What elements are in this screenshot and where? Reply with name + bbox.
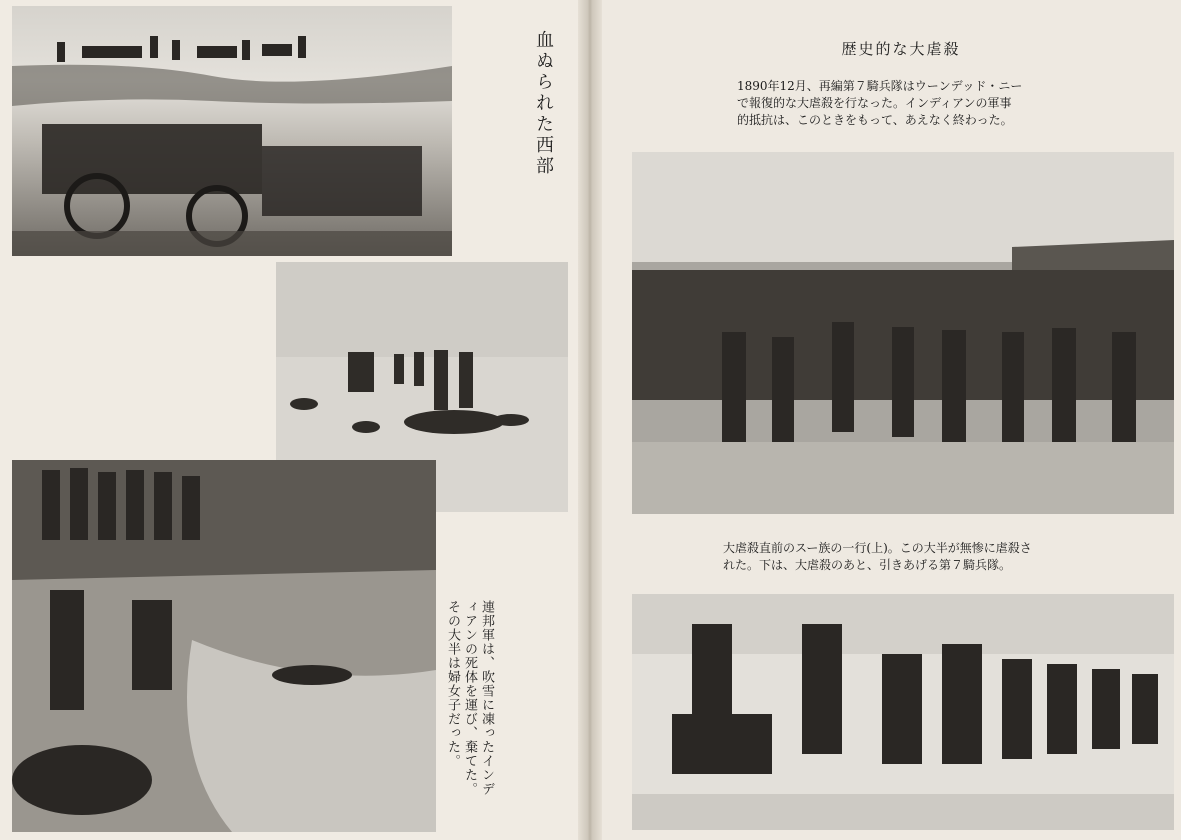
- right-photo-caption: [723, 540, 1083, 574]
- vertical-section-title: 血ぬられた西部: [533, 30, 554, 177]
- caption-line: れた。下は、大虐殺のあと、引きあげる第７騎兵隊。: [723, 558, 1012, 572]
- caption-line: その大半は婦女子だった。: [445, 600, 460, 768]
- intro-line: 1890年12月、再編第７騎兵隊はウーンデッド・ニー: [737, 79, 1023, 93]
- intro-paragraph: [737, 78, 1067, 129]
- intro-line: で報復的な大虐殺を行なった。インディアンの軍事: [737, 96, 1012, 110]
- photo-cavalry-column: [632, 594, 1174, 830]
- photo-soldiers-pit: [12, 460, 436, 832]
- left-photo-caption: [444, 600, 495, 830]
- intro-line: 的抵抗は、このときをもって、あえなく終わった。: [737, 113, 1013, 127]
- caption-line: ィアンの死体を運び、棄てた。: [462, 600, 477, 796]
- caption-line: 連邦軍は、吹雪に凍ったインデ: [479, 600, 494, 796]
- caption-line: 大虐殺直前のスー族の一行(上)。この大半が無惨に虐殺さ: [723, 541, 1032, 555]
- book-gutter: [578, 0, 602, 840]
- photo-wagon-bodies: [12, 6, 452, 256]
- photo-sioux-group: [632, 152, 1174, 514]
- page-heading: 歴史的な大虐殺: [841, 40, 961, 58]
